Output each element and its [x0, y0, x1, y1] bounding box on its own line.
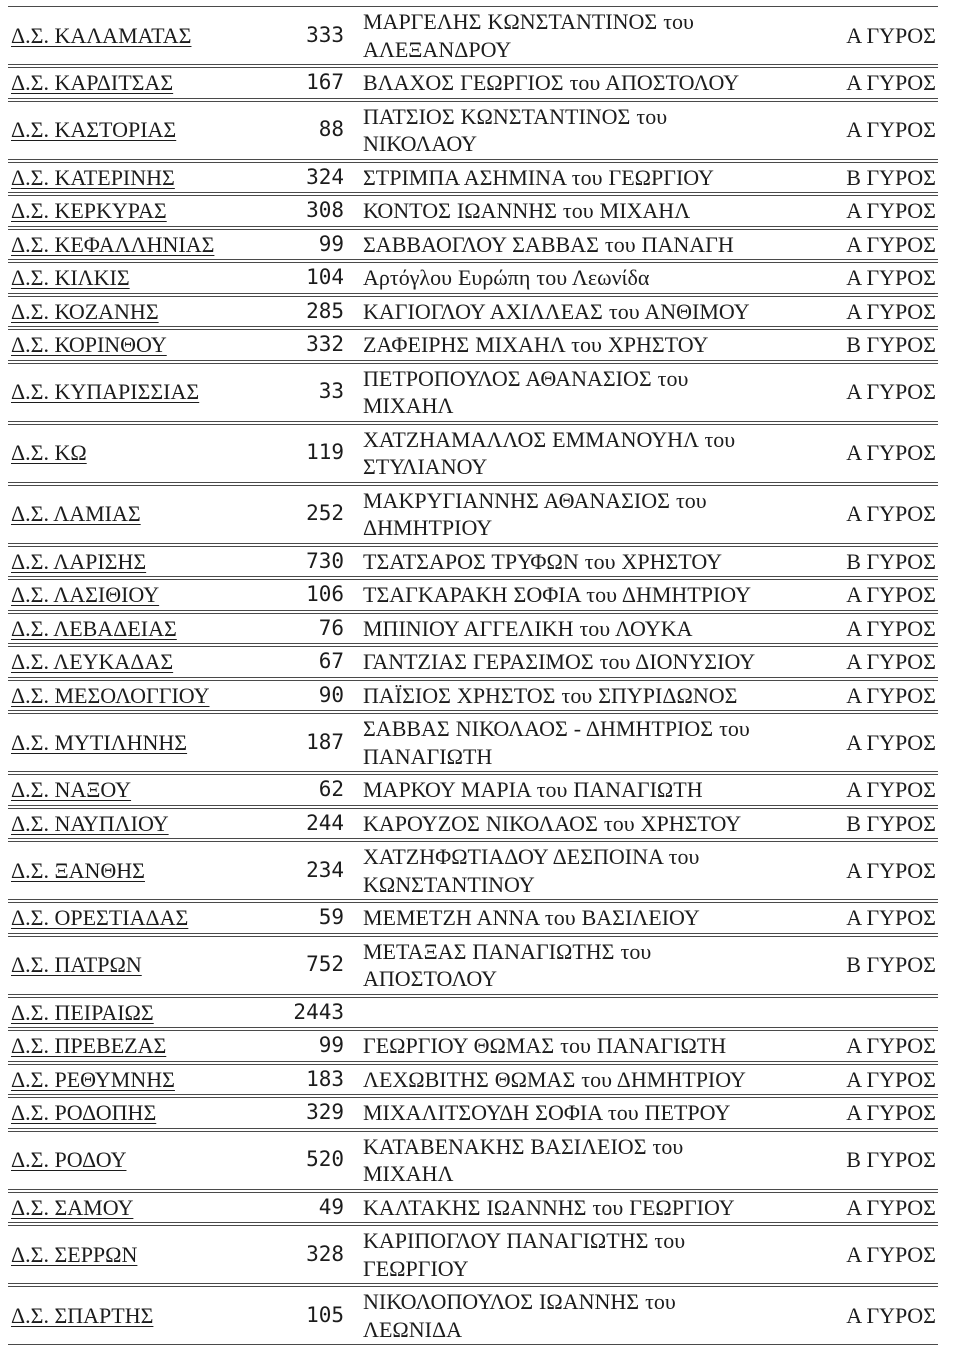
table-row — [8, 902, 938, 934]
member-count: 33 — [288, 363, 350, 422]
table-row — [8, 1286, 938, 1345]
association-link[interactable]: Δ.Σ. ΟΡΕΣΤΙΑΔΑΣ — [11, 905, 189, 930]
president-name: ΓΑΝΤΖΙΑΣ ΓΕΡΑΣΙΜΟΣ του ΔΙΟΝΥΣΙΟΥ — [350, 646, 775, 678]
table-row — [8, 1225, 938, 1284]
association-cell — [8, 195, 288, 227]
round-status: Β ΓΥΡΟΣ — [775, 808, 938, 840]
table-row — [8, 485, 938, 544]
round-status: Α ΓΥΡΟΣ — [775, 262, 938, 294]
round-status: Α ΓΥΡΟΣ — [775, 485, 938, 544]
association-link[interactable]: Δ.Σ. ΚΑΤΕΡΙΝΗΣ — [11, 164, 175, 190]
president-name: ΚΟΝΤΟΣ ΙΩΑΝΝΗΣ του ΜΙΧΑΗΛ — [350, 195, 775, 227]
association-cell — [8, 680, 288, 712]
association-cell — [8, 841, 288, 900]
table-row — [8, 6, 938, 65]
president-name: ΠΑΤΣΙΟΣ ΚΩΝΣΤΑΝΤΙΝΟΣ του ΝΙΚΟΛΑΟΥ — [350, 101, 775, 160]
member-count: 90 — [288, 680, 350, 712]
association-cell — [8, 229, 288, 261]
association-cell — [8, 936, 288, 995]
member-count: 752 — [288, 936, 350, 995]
table-row — [8, 329, 938, 361]
table-row — [8, 613, 938, 645]
member-count: 520 — [288, 1131, 350, 1190]
table-row — [8, 363, 938, 422]
association-link[interactable]: Δ.Σ. ΛΑΣΙΘΙΟΥ — [11, 582, 160, 607]
round-status: Β ΓΥΡΟΣ — [775, 329, 938, 361]
table-row — [8, 1097, 938, 1129]
table-row — [8, 229, 938, 261]
association-link[interactable]: Δ.Σ. ΚΙΛΚΙΣ — [11, 265, 130, 290]
association-link[interactable]: Δ.Σ. ΠΡΕΒΕΖΑΣ — [11, 1033, 167, 1058]
association-cell — [8, 1192, 288, 1224]
round-status: Α ΓΥΡΟΣ — [775, 1097, 938, 1129]
table-row — [8, 646, 938, 678]
association-link[interactable]: Δ.Σ. ΜΥΤΙΛΗΝΗΣ — [11, 729, 188, 755]
association-cell — [8, 485, 288, 544]
association-link[interactable]: Δ.Σ. ΚΟΡΙΝΘΟΥ — [11, 332, 167, 357]
association-cell — [8, 1097, 288, 1129]
association-link[interactable]: Δ.Σ. ΡΕΘΥΜΝΗΣ — [11, 1066, 175, 1092]
election-results-table — [8, 4, 938, 1347]
table-row — [8, 808, 938, 840]
round-status: Α ΓΥΡΟΣ — [775, 713, 938, 772]
association-link[interactable]: Δ.Σ. ΚΟΖΑΝΗΣ — [11, 298, 159, 324]
member-count: 730 — [288, 546, 350, 578]
association-cell — [8, 363, 288, 422]
member-count: 285 — [288, 296, 350, 328]
member-count: 167 — [288, 67, 350, 99]
member-count: 62 — [288, 774, 350, 806]
association-cell — [8, 101, 288, 160]
association-cell — [8, 329, 288, 361]
round-status: Α ΓΥΡΟΣ — [775, 613, 938, 645]
table-row — [8, 195, 938, 227]
table-row — [8, 774, 938, 806]
president-name: ΠΕΤΡΟΠΟΥΛΟΣ ΑΘΑΝΑΣΙΟΣ του ΜΙΧΑΗΛ — [350, 363, 775, 422]
association-cell — [8, 646, 288, 678]
association-link[interactable]: Δ.Σ. ΣΠΑΡΤΗΣ — [11, 1302, 154, 1328]
association-link[interactable]: Δ.Σ. ΡΟΔΟΠΗΣ — [11, 1100, 157, 1125]
association-link[interactable]: Δ.Σ. ΚΕΦΑΛΛΗΝΙΑΣ — [11, 231, 215, 257]
association-link[interactable]: Δ.Σ. ΣΕΡΡΩΝ — [11, 1241, 138, 1267]
association-link[interactable]: Δ.Σ. ΚΕΡΚΥΡΑΣ — [11, 198, 167, 223]
round-status: Α ΓΥΡΟΣ — [775, 67, 938, 99]
results-table-body — [8, 6, 938, 1345]
round-status: Α ΓΥΡΟΣ — [775, 1192, 938, 1224]
president-name: ΜΠΙΝΙΟΥ ΑΓΓΕΛΙΚΗ του ΛΟΥΚΑ — [350, 613, 775, 645]
member-count: 252 — [288, 485, 350, 544]
member-count: 99 — [288, 229, 350, 261]
round-status: Β ΓΥΡΟΣ — [775, 936, 938, 995]
member-count: 104 — [288, 262, 350, 294]
association-link[interactable]: Δ.Σ. ΜΕΣΟΛΟΓΓΙΟΥ — [11, 682, 210, 708]
association-cell — [8, 67, 288, 99]
association-link[interactable]: Δ.Σ. ΠΕΙΡΑΙΩΣ — [11, 999, 154, 1025]
association-cell — [8, 296, 288, 328]
table-row — [8, 1030, 938, 1062]
round-status — [775, 997, 938, 1029]
table-row — [8, 546, 938, 578]
table-row — [8, 680, 938, 712]
association-cell — [8, 1286, 288, 1345]
member-count: 183 — [288, 1064, 350, 1096]
table-row — [8, 841, 938, 900]
president-name: ΜΑΡΓΕΛΗΣ ΚΩΝΣΤΑΝΤΙΝΟΣ του ΑΛΕΞΑΝΔΡΟΥ — [350, 6, 775, 65]
member-count: 67 — [288, 646, 350, 678]
member-count: 106 — [288, 579, 350, 611]
president-name: ΧΑΤΖΗΑΜΑΛΛΟΣ ΕΜΜΑΝΟΥΗΛ του ΣΤΥΛΙΑΝΟΥ — [350, 424, 775, 483]
association-cell — [8, 424, 288, 483]
table-row — [8, 936, 938, 995]
president-name: ΜΕΜΕΤΖΗ ΑΝΝΑ του ΒΑΣΙΛΕΙΟΥ — [350, 902, 775, 934]
association-cell — [8, 774, 288, 806]
table-row — [8, 101, 938, 160]
member-count: 329 — [288, 1097, 350, 1129]
table-row — [8, 424, 938, 483]
association-cell — [8, 579, 288, 611]
president-name: Αρτόγλου Ευρώπη του Λεωνίδα — [350, 262, 775, 294]
association-link[interactable]: Δ.Σ. ΝΑΥΠΛΙΟΥ — [11, 810, 169, 836]
president-name: ΚΑΓΙΟΓΛΟΥ ΑΧΙΛΛΕΑΣ του ΑΝΘΙΜΟΥ — [350, 296, 775, 328]
association-link[interactable]: Δ.Σ. ΛΕΒΑΔΕΙΑΣ — [11, 615, 177, 641]
member-count: 88 — [288, 101, 350, 160]
president-name: ΚΑΡΟΥΖΟΣ ΝΙΚΟΛΑΟΣ του ΧΡΗΣΤΟΥ — [350, 808, 775, 840]
member-count: 49 — [288, 1192, 350, 1224]
association-link[interactable]: Δ.Σ. ΡΟΔΟΥ — [11, 1147, 127, 1173]
president-name: ΣΑΒΒΑΣ ΝΙΚΟΛΑΟΣ - ΔΗΜΗΤΡΙΟΣ του ΠΑΝΑΓΙΩΤΗ — [350, 713, 775, 772]
president-name: ΜΙΧΑΛΙΤΣΟΥΔΗ ΣΟΦΙΑ του ΠΕΤΡΟΥ — [350, 1097, 775, 1129]
association-cell — [8, 997, 288, 1029]
president-name: ΖΑΦΕΙΡΗΣ ΜΙΧΑΗΛ του ΧΡΗΣΤΟΥ — [350, 329, 775, 361]
round-status: Α ΓΥΡΟΣ — [775, 646, 938, 678]
round-status: Β ΓΥΡΟΣ — [775, 162, 938, 194]
table-row — [8, 262, 938, 294]
association-cell — [8, 162, 288, 194]
president-name: ΤΣΑΓΚΑΡΑΚΗ ΣΟΦΙΑ του ΔΗΜΗΤΡΙΟΥ — [350, 579, 775, 611]
round-status: Β ΓΥΡΟΣ — [775, 546, 938, 578]
association-link[interactable]: Δ.Σ. ΚΑΣΤΟΡΙΑΣ — [11, 117, 177, 143]
president-name: ΠΑΪΣΙΟΣ ΧΡΗΣΤΟΣ του ΣΠΥΡΙΔΩΝΟΣ — [350, 680, 775, 712]
president-name: ΧΑΤΖΗΦΩΤΙΑΔΟΥ ΔΕΣΠΟΙΝΑ του ΚΩΝΣΤΑΝΤΙΝΟΥ — [350, 841, 775, 900]
association-cell — [8, 902, 288, 934]
president-name: ΜΕΤΑΞΑΣ ΠΑΝΑΓΙΩΤΗΣ του ΑΠΟΣΤΟΛΟΥ — [350, 936, 775, 995]
president-name: ΤΣΑΤΣΑΡΟΣ ΤΡΥΦΩΝ του ΧΡΗΣΤΟΥ — [350, 546, 775, 578]
association-cell — [8, 713, 288, 772]
round-status: Α ΓΥΡΟΣ — [775, 296, 938, 328]
president-name: ΝΙΚΟΛΟΠΟΥΛΟΣ ΙΩΑΝΝΗΣ του ΛΕΩΝΙΔΑ — [350, 1286, 775, 1345]
president-name: ΜΑΡΚΟΥ ΜΑΡΙΑ του ΠΑΝΑΓΙΩΤΗ — [350, 774, 775, 806]
round-status: Α ΓΥΡΟΣ — [775, 680, 938, 712]
round-status: Α ΓΥΡΟΣ — [775, 1286, 938, 1345]
member-count: 333 — [288, 6, 350, 65]
association-link[interactable]: Δ.Σ. ΣΑΜΟΥ — [11, 1194, 134, 1220]
member-count: 234 — [288, 841, 350, 900]
association-cell — [8, 1030, 288, 1062]
association-link[interactable]: Δ.Σ. ΠΑΤΡΩΝ — [11, 952, 142, 978]
association-cell — [8, 546, 288, 578]
president-name: ΓΕΩΡΓΙΟΥ ΘΩΜΑΣ του ΠΑΝΑΓΙΩΤΗ — [350, 1030, 775, 1062]
table-row — [8, 997, 938, 1029]
round-status: Β ΓΥΡΟΣ — [775, 1131, 938, 1190]
association-cell — [8, 1064, 288, 1096]
member-count: 187 — [288, 713, 350, 772]
president-name: ΚΑΤΑΒΕΝΑΚΗΣ ΒΑΣΙΛΕΙΟΣ του ΜΙΧΑΗΛ — [350, 1131, 775, 1190]
president-name: ΣΤΡΙΜΠΑ ΑΣΗΜΙΝΑ του ΓΕΩΡΓΙΟΥ — [350, 162, 775, 194]
round-status: Α ΓΥΡΟΣ — [775, 579, 938, 611]
association-link[interactable]: Δ.Σ. ΚΑΛΑΜΑΤΑΣ — [11, 22, 192, 48]
member-count: 59 — [288, 902, 350, 934]
round-status: Α ΓΥΡΟΣ — [775, 774, 938, 806]
table-row — [8, 67, 938, 99]
association-link[interactable]: Δ.Σ. ΛΕΥΚΑΔΑΣ — [11, 649, 174, 674]
association-cell — [8, 1225, 288, 1284]
association-link[interactable]: Δ.Σ. ΛΑΜΙΑΣ — [11, 501, 141, 527]
member-count: 328 — [288, 1225, 350, 1284]
member-count: 324 — [288, 162, 350, 194]
member-count: 119 — [288, 424, 350, 483]
association-link[interactable]: Δ.Σ. ΚΥΠΑΡΙΣΣΙΑΣ — [11, 379, 200, 405]
member-count: 76 — [288, 613, 350, 645]
association-link[interactable]: Δ.Σ. ΛΑΡΙΣΗΣ — [11, 548, 147, 574]
president-name: ΚΑΛΤΑΚΗΣ ΙΩΑΝΝΗΣ του ΓΕΩΡΓΙΟΥ — [350, 1192, 775, 1224]
association-cell — [8, 1131, 288, 1190]
table-row — [8, 162, 938, 194]
round-status: Α ΓΥΡΟΣ — [775, 424, 938, 483]
round-status: Α ΓΥΡΟΣ — [775, 363, 938, 422]
round-status: Α ΓΥΡΟΣ — [775, 1030, 938, 1062]
round-status: Α ΓΥΡΟΣ — [775, 902, 938, 934]
president-name: ΒΛΑΧΟΣ ΓΕΩΡΓΙΟΣ του ΑΠΟΣΤΟΛΟΥ — [350, 67, 775, 99]
president-name: ΚΑΡΙΠΟΓΛΟΥ ΠΑΝΑΓΙΩΤΗΣ του ΓΕΩΡΓΙΟΥ — [350, 1225, 775, 1284]
table-row — [8, 1192, 938, 1224]
table-row — [8, 1131, 938, 1190]
round-status: Α ΓΥΡΟΣ — [775, 101, 938, 160]
round-status: Α ΓΥΡΟΣ — [775, 195, 938, 227]
association-link[interactable]: Δ.Σ. ΝΑΞΟΥ — [11, 777, 132, 802]
round-status: Α ΓΥΡΟΣ — [775, 841, 938, 900]
association-link[interactable]: Δ.Σ. ΞΑΝΘΗΣ — [11, 857, 145, 883]
round-status: Α ΓΥΡΟΣ — [775, 1064, 938, 1096]
member-count: 105 — [288, 1286, 350, 1345]
round-status: Α ΓΥΡΟΣ — [775, 229, 938, 261]
table-row — [8, 1064, 938, 1096]
association-cell — [8, 613, 288, 645]
association-link[interactable]: Δ.Σ. ΚΑΡΔΙΤΣΑΣ — [11, 70, 174, 95]
member-count: 2443 — [288, 997, 350, 1029]
member-count: 308 — [288, 195, 350, 227]
association-link[interactable]: Δ.Σ. ΚΩ — [11, 440, 87, 466]
association-cell — [8, 808, 288, 840]
round-status: Α ΓΥΡΟΣ — [775, 1225, 938, 1284]
round-status: Α ΓΥΡΟΣ — [775, 6, 938, 65]
association-cell — [8, 6, 288, 65]
table-row — [8, 296, 938, 328]
president-name: ΛΕΧΩΒΙΤΗΣ ΘΩΜΑΣ του ΔΗΜΗΤΡΙΟΥ — [350, 1064, 775, 1096]
table-row — [8, 579, 938, 611]
member-count: 99 — [288, 1030, 350, 1062]
president-name — [350, 997, 775, 1029]
president-name: ΣΑΒΒΑΟΓΛΟΥ ΣΑΒΒΑΣ του ΠΑΝΑΓΗ — [350, 229, 775, 261]
association-cell — [8, 262, 288, 294]
member-count: 244 — [288, 808, 350, 840]
member-count: 332 — [288, 329, 350, 361]
president-name: ΜΑΚΡΥΓΙΑΝΝΗΣ ΑΘΑΝΑΣΙΟΣ του ΔΗΜΗΤΡΙΟΥ — [350, 485, 775, 544]
table-row — [8, 713, 938, 772]
